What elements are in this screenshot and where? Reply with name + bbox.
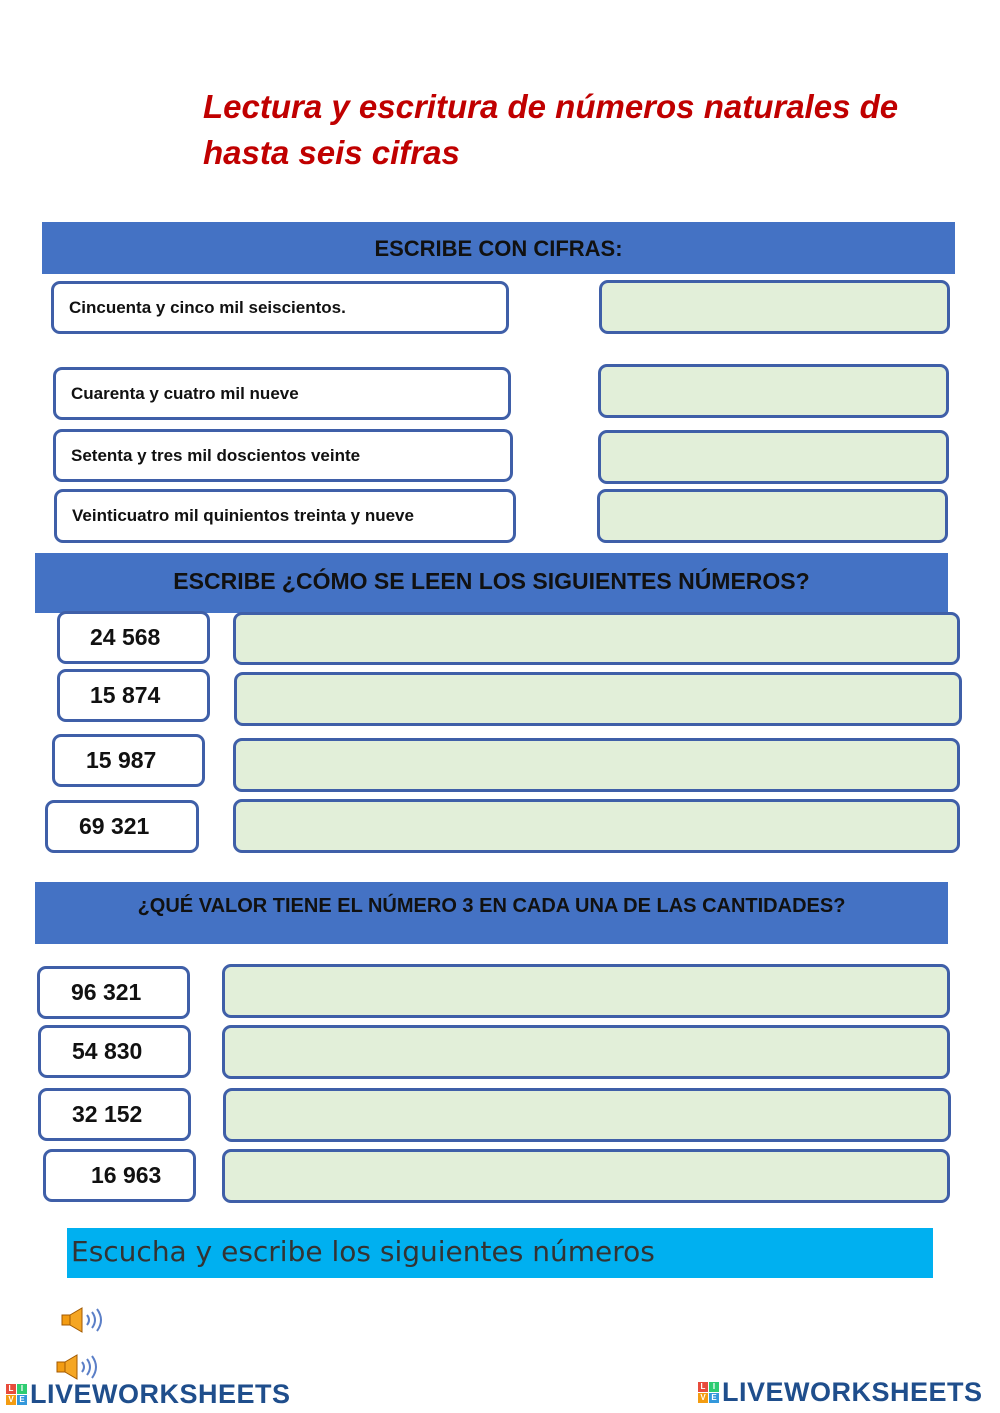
section2-answer-3[interactable] [233, 738, 960, 792]
section1-prompt-4: Veinticuatro mil quinientos treinta y nueve [54, 489, 516, 543]
section1-prompt-3: Setenta y tres mil doscientos veinte [53, 429, 513, 482]
liveworksheets-logo-right [698, 1377, 983, 1408]
section1-heading: ESCRIBE CON CIFRAS: [42, 222, 955, 274]
page-title [203, 84, 963, 176]
section1-answer-1[interactable] [599, 280, 950, 334]
section3-answer-3[interactable] [223, 1088, 951, 1142]
section2-number-4: 69 321 [45, 800, 199, 853]
section2-heading: ESCRIBE ¿CÓMO SE LEEN LOS SIGUIENTES NÚMEROS? [35, 553, 948, 613]
section1-prompt-2: Cuarenta y cuatro mil nueve [53, 367, 511, 420]
listen-heading: Escucha y escribe los siguientes números [67, 1228, 933, 1278]
section3-number-1: 96 321 [37, 966, 190, 1019]
section3-heading: ¿QUÉ VALOR TIENE EL NÚMERO 3 EN CADA UNA DE LAS CANTIDADES? [35, 882, 948, 944]
speaker-icon[interactable] [60, 1305, 110, 1335]
logo-mark-icon: L I V E [698, 1382, 719, 1403]
title-line-1: Lectura y escritura de números naturales de [203, 88, 899, 125]
liveworksheets-logo-left [6, 1379, 291, 1410]
section2-number-2: 15 874 [57, 669, 210, 722]
section3-number-3: 32 152 [38, 1088, 191, 1141]
section3-answer-4[interactable] [222, 1149, 950, 1203]
section1-answer-4[interactable] [597, 489, 948, 543]
section2-number-3: 15 987 [52, 734, 205, 787]
section1-prompt-1: Cincuenta y cinco mil seiscientos. [51, 281, 509, 334]
section2-answer-1[interactable] [233, 612, 960, 665]
section3-answer-2[interactable] [222, 1025, 950, 1079]
section3-number-2: 54 830 [38, 1025, 191, 1078]
section1-answer-2[interactable] [598, 364, 949, 418]
section3-number-4: 16 963 [43, 1149, 196, 1202]
section3-answer-1[interactable] [222, 964, 950, 1018]
speaker-icon[interactable] [55, 1352, 105, 1382]
section2-answer-4[interactable] [233, 799, 960, 853]
logo-text: LIVEWORKSHEETS [30, 1379, 291, 1409]
section2-number-1: 24 568 [57, 611, 210, 664]
section2-answer-2[interactable] [234, 672, 962, 726]
logo-mark-icon: L I V E [6, 1384, 27, 1405]
section1-answer-3[interactable] [598, 430, 949, 484]
title-line-2: hasta seis cifras [203, 134, 460, 171]
logo-text: LIVEWORKSHEETS [722, 1377, 983, 1407]
